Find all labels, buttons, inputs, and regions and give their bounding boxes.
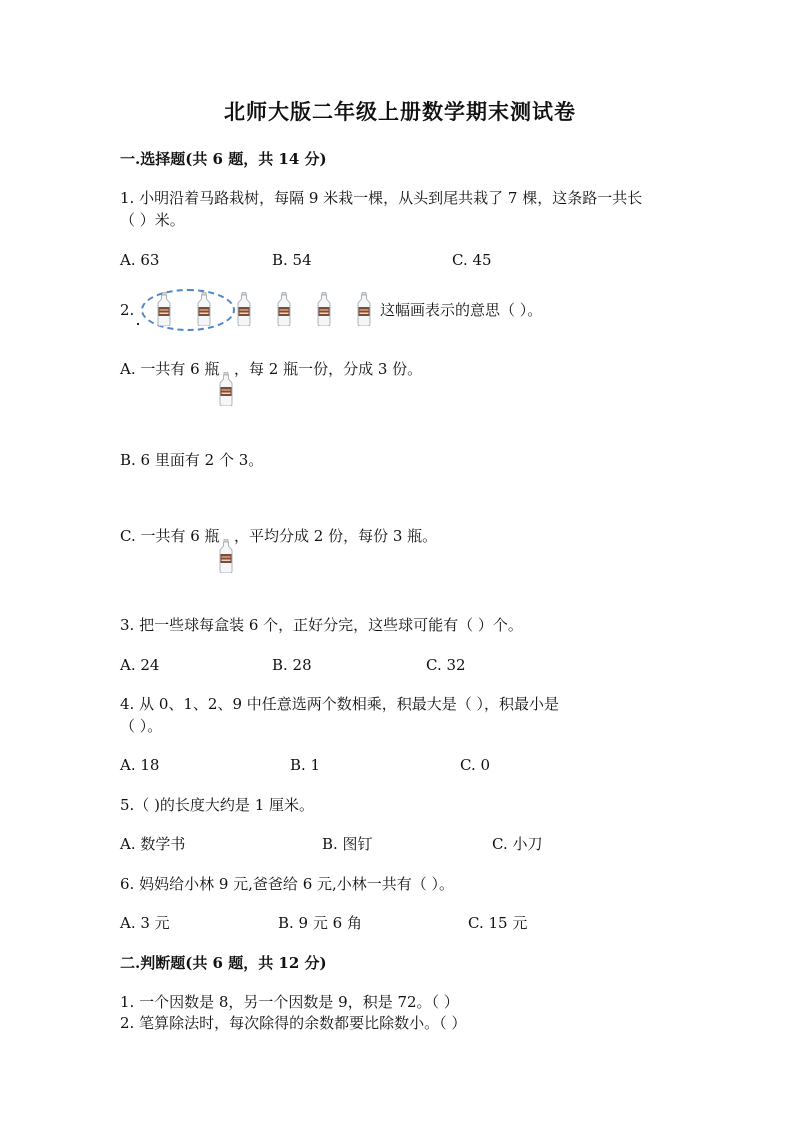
water-bottle-icon <box>196 292 212 326</box>
water-bottle-icon <box>218 539 234 573</box>
question-3-option-c: C. 32 <box>426 656 466 674</box>
water-bottle-icon <box>316 292 332 326</box>
question-1-option-b: B. 54 <box>272 251 312 269</box>
question-1-option-a: A. 63 <box>120 251 160 269</box>
question-2-number: 2. <box>120 301 135 319</box>
question-1-line2: （ ）米。 <box>120 211 185 229</box>
section-heading-choice: 一.选择题(共 6 题，共 14 分) <box>120 150 327 168</box>
question-3-option-b: B. 28 <box>272 656 312 674</box>
image-dot-mark <box>137 323 139 325</box>
question-2-option-a-pre: A. 一共有 6 瓶 <box>120 360 220 378</box>
question-2-option-b: B. 6 里面有 2 个 3。 <box>120 451 264 469</box>
question-5-option-b: B. 图钉 <box>322 835 373 853</box>
question-1-option-c: C. 45 <box>452 251 492 269</box>
question-5-option-a: A. 数学书 <box>120 835 186 853</box>
question-2-option-c-pre: C. 一共有 6 瓶 <box>120 527 220 545</box>
water-bottle-icon <box>236 292 252 326</box>
question-3-option-a: A. 24 <box>120 656 160 674</box>
question-4-option-c: C. 0 <box>460 756 491 774</box>
question-4-line2: （ ）。 <box>120 717 163 735</box>
question-4-option-a: A. 18 <box>120 756 160 774</box>
judgement-item-2: 2. 笔算除法时，每次除得的余数都要比除数小。（ ） <box>120 1014 467 1032</box>
section-heading-true-false: 二.判断题(共 6 题，共 12 分) <box>120 954 327 972</box>
question-6-option-b: B. 9 元 6 角 <box>278 914 362 932</box>
water-bottle-icon <box>356 292 372 326</box>
judgement-item-1: 1. 一个因数是 8，另一个因数是 9，积是 72。（ ） <box>120 993 459 1011</box>
question-1-line1: 1. 小明沿着马路栽树，每隔 9 米栽一棵，从头到尾共栽了 7 棵，这条路一共长 <box>120 189 643 207</box>
question-6-stem: 6. 妈妈给小林 9 元,爸爸给 6 元,小林一共有（ ）。 <box>120 875 455 893</box>
water-bottle-icon <box>156 292 172 326</box>
water-bottle-icon <box>276 292 292 326</box>
question-4-option-b: B. 1 <box>290 756 321 774</box>
question-4-line1: 4. 从 0、1、2、9 中任意选两个数相乘，积最大是（ ），积最小是 <box>120 695 560 713</box>
question-3-stem: 3. 把一些球每盒装 6 个，正好分完，这些球可能有（ ）个。 <box>120 616 523 634</box>
question-5-stem: 5.（ )的长度大约是 1 厘米。 <box>120 796 315 814</box>
question-2-option-c-post: ，平均分成 2 份，每份 3 瓶。 <box>234 527 438 545</box>
question-2-stem: 这幅画表示的意思（ ）。 <box>380 301 543 319</box>
water-bottle-icon <box>218 372 234 406</box>
question-2-option-a-post: ，每 2 瓶一份，分成 3 份。 <box>234 360 423 378</box>
page-title: 北师大版二年级上册数学期末测试卷 <box>224 99 576 124</box>
question-6-option-a: A. 3 元 <box>120 914 170 932</box>
question-5-option-c: C. 小刀 <box>492 835 543 853</box>
question-6-option-c: C. 15 元 <box>468 914 528 932</box>
